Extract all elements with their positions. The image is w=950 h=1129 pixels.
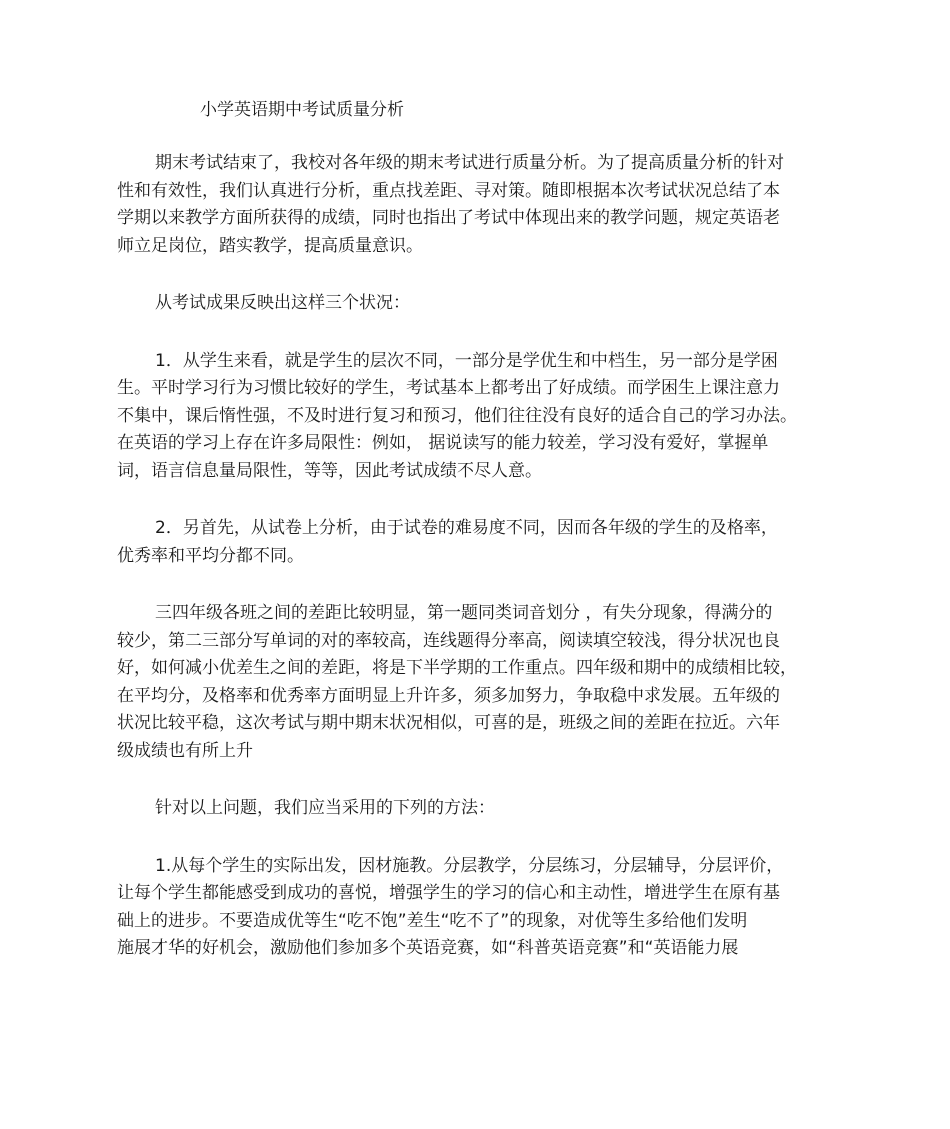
paragraph-line: 级成绩也有所上升 (117, 740, 253, 761)
paragraph (117, 348, 835, 486)
paragraph-line: 础上的进步。不要造成优等生“吃不饱”差生“吃不了”的现象，对优等生多给他们发明 (117, 910, 748, 931)
paragraph-line: 好，如何减小优差生之间的差距，将是下半学期的工作重点。四年级和期中的成绩相比较， (117, 658, 797, 678)
paragraph-line: 三四年级各班之间的差距比较明显，第一题同类词音划分 ，有失分现象，得满分的 (155, 603, 773, 623)
paragraph (117, 853, 835, 963)
paragraph-line: 不集中，课后惰性强，不及时进行复习和预习，他们往往没有良好的适合自己的学习办法。 (117, 405, 797, 426)
paragraph-line: 期末考试结束了，我校对各年级的期末考试进行质量分析。为了提高质量分析的针对 (155, 153, 784, 173)
paragraph-line: 1．从学生来看，就是学生的层次不同，一部分是学优生和中档生，另一部分是学困 (155, 350, 778, 371)
document-title: 小学英语期中考试质量分析 (200, 100, 404, 120)
paragraph-line: 在平均分，及格率和优秀率方面明显上升许多，须多加努力，争取稳中求发展。五年级的 (117, 685, 780, 706)
paragraph (117, 600, 835, 765)
paragraph-line: 2．另首先，从试卷上分析，由于试卷的难易度不同，因而各年级的学生的及格率， (155, 518, 778, 538)
paragraph (117, 515, 835, 570)
document-body (117, 150, 835, 993)
paragraph-line: 师立足岗位，踏实教学，提高质量意识。 (117, 235, 423, 256)
paragraph-line: 施展才华的好机会，激励他们参加多个英语竞赛，如“科普英语竞赛”和“英语能力展 (117, 938, 739, 958)
paragraph-line: 学期以来教学方面所获得的成绩，同时也指出了考试中体现出来的教学问题，规定英语老 (117, 208, 780, 228)
paragraph-line: 性和有效性，我们认真进行分析，重点找差距、寻对策。随即根据本次考试状况总结了本 (117, 180, 780, 201)
paragraph (117, 150, 835, 260)
paragraph-line: 较少，第二三部分写单词的对的率较高，连线题得分率高，阅读填空较浅，得分状况也良 (117, 630, 780, 651)
paragraph (117, 290, 835, 318)
paragraph-line: 状况比较平稳，这次考试与期中期末状况相似，可喜的是，班级之间的差距在拉近。六年 (117, 713, 780, 733)
paragraph (117, 795, 835, 823)
paragraph-line: 在英语的学习上存在许多局限性：例如， 据说读写的能力较差，学习没有爱好，掌握单 (117, 433, 769, 453)
paragraph-line: 词，语言信息量局限性，等等，因此考试成绩不尽人意。 (117, 460, 542, 481)
paragraph-line: 针对以上问题，我们应当采用的下列的方法： (155, 798, 495, 818)
paragraph-line: 生。平时学习行为习惯比较好的学生，考试基本上都考出了好成绩。而学困生上课注意力 (117, 378, 780, 398)
paragraph-line: 1.从每个学生的实际出发，因材施教。分层教学，分层练习，分层辅导，分层评价， (155, 855, 784, 876)
paragraph-line: 从考试成果反映出这样三个状况： (155, 293, 410, 313)
paragraph-line: 让每个学生都能感受到成功的喜悦，增强学生的学习的信心和主动性，增进学生在原有基 (117, 883, 780, 903)
paragraph-line: 优秀率和平均分都不同。 (117, 545, 304, 566)
